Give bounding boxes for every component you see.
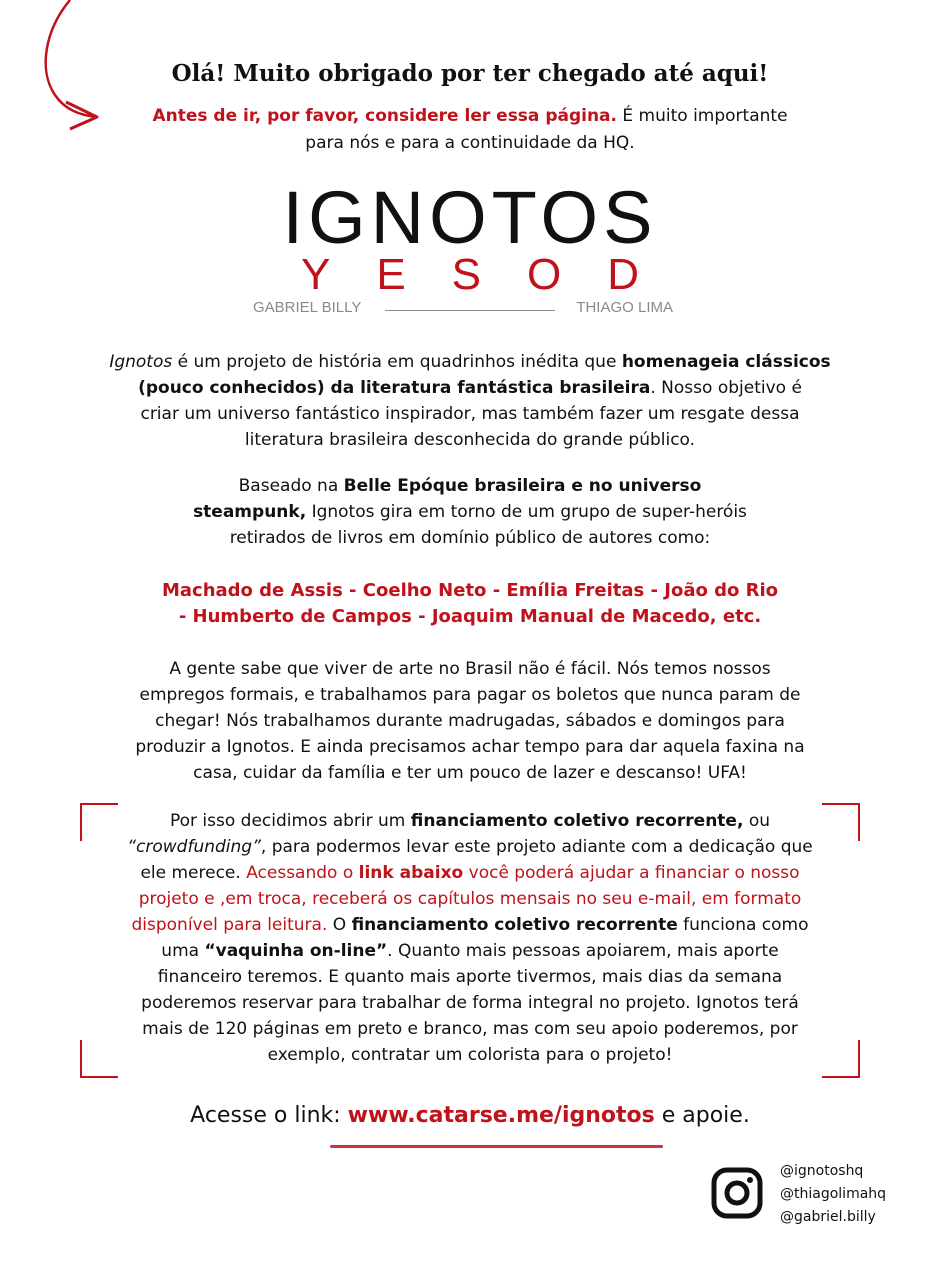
p4-u: exemplo, contratar um colorista para o projeto! <box>267 1045 673 1065</box>
p4-e: , para podermos levar este projeto adiante com a dedicação que <box>260 837 813 857</box>
cta-prefix: Acesse o link: <box>190 1103 348 1128</box>
p3-line-1: A gente sabe que viver de arte no Brasil não é fácil. Nós temos nossos <box>169 659 771 679</box>
logo-subtitle: YESOD <box>300 250 686 299</box>
cta-suffix: e apoie. <box>654 1103 750 1128</box>
authors-list <box>80 578 860 630</box>
p3-line-5: casa, cuidar da família e ter um pouco de lazer e descanso! UFA! <box>193 763 747 783</box>
p4-b: financiamento coletivo recorrente, <box>410 811 744 831</box>
p2-b: Belle Epóque brasileira e no universo <box>343 476 702 496</box>
p4-a: Por isso decidimos abrir um <box>169 811 411 831</box>
p3-line-4: produzir a Ignotos. E ainda precisamos achar tempo para dar aquela faxina na <box>135 737 805 757</box>
p1-b: é um projeto de história em quadrinhos inédita que <box>172 352 622 372</box>
cta-link[interactable]: www.catarse.me/ignotos <box>347 1103 655 1128</box>
page-headline: Olá! Muito obrigado por ter chegado até aqui! <box>171 60 769 87</box>
handle-thiagolimahq: @thiagolimahq <box>780 1186 887 1202</box>
p4-p: “vaquinha on-line” <box>204 941 388 961</box>
p1-e: . Nosso objetivo é <box>650 378 802 398</box>
p1-a: Ignotos <box>109 352 173 372</box>
p4-f: ele merece. <box>140 863 247 883</box>
cta-underline <box>330 1145 663 1148</box>
credit-right: THIAGO LIMA <box>576 299 673 316</box>
logo-title: IGNOTOS <box>282 176 658 259</box>
p4-j: projeto e ,em troca, receberá os capítulos mensais no seu e-mail, em formato <box>138 889 802 909</box>
logo-credits <box>253 299 673 319</box>
paragraph-project <box>80 349 860 453</box>
intro-rest-1: É muito importante <box>617 106 788 126</box>
credit-divider <box>385 310 555 311</box>
authors-line-1: Machado de Assis - Coelho Neto - Emília Freitas - João do Rio <box>161 580 779 601</box>
p4-d: “crowdfunding” <box>127 837 261 857</box>
paragraph-based-on <box>80 473 860 551</box>
p2-e: retirados de livros em domínio público de autores como: <box>229 528 711 548</box>
p2-a: Baseado na <box>238 476 344 496</box>
p4-o: uma <box>161 941 205 961</box>
p1-f: criar um universo fantástico inspirador, mas também fazer um resgate dessa <box>140 404 800 424</box>
p4-m: financiamento coletivo recorrente <box>351 915 678 935</box>
p4-r: financeiro teremos. E quanto mais aporte tivermos, mais dias da semana <box>157 967 783 987</box>
p3-line-2: empregos formais, e trabalhamos para pagar os boletos que nunca param de <box>139 685 801 705</box>
instagram-icon <box>711 1167 763 1219</box>
p2-c: steampunk, <box>193 502 307 522</box>
p4-s: poderemos reservar para trabalhar de forma integral no projeto. Ignotos terá <box>141 993 799 1013</box>
intro-highlight: Antes de ir, por favor, considere ler essa página. <box>152 106 617 126</box>
p4-h: link abaixo <box>358 863 464 883</box>
p4-k: disponível para leitura. <box>131 915 328 935</box>
p1-d: (pouco conhecidos) da literatura fantástica brasileira <box>138 378 651 398</box>
credit-left: GABRIEL BILLY <box>253 299 362 316</box>
handle-ignotoshq: @ignotoshq <box>780 1163 864 1179</box>
p1-c: homenageia clássicos <box>621 352 831 372</box>
social-handles <box>780 1160 886 1229</box>
p4-i: você poderá ajudar a financiar o nosso <box>463 863 800 883</box>
intro-rest-2: para nós e para a continuidade da HQ. <box>305 133 635 153</box>
p1-g: literatura brasileira desconhecida do grande público. <box>244 430 696 450</box>
p4-n: funciona como <box>677 915 809 935</box>
intro-text <box>100 103 840 157</box>
p4-l: O <box>327 915 352 935</box>
call-to-action <box>0 1103 940 1128</box>
p4-c: ou <box>743 811 771 831</box>
paragraph-crowdfunding <box>100 808 840 1068</box>
p4-t: mais de 120 páginas em preto e branco, mas com seu apoio poderemos, por <box>142 1019 798 1039</box>
authors-line-2: - Humberto de Campos - Joaquim Manual de Macedo, etc. <box>178 606 762 627</box>
p4-q: . Quanto mais pessoas apoiarem, mais aporte <box>387 941 779 961</box>
p4-g: Acessando o <box>246 863 359 883</box>
paragraph-art-in-brazil <box>80 656 860 786</box>
p3-line-3: chegar! Nós trabalhamos durante madrugadas, sábados e domingos para <box>155 711 785 731</box>
p2-d: Ignotos gira em torno de um grupo de super-heróis <box>306 502 747 522</box>
handle-gabriel-billy: @gabriel.billy <box>780 1209 876 1225</box>
